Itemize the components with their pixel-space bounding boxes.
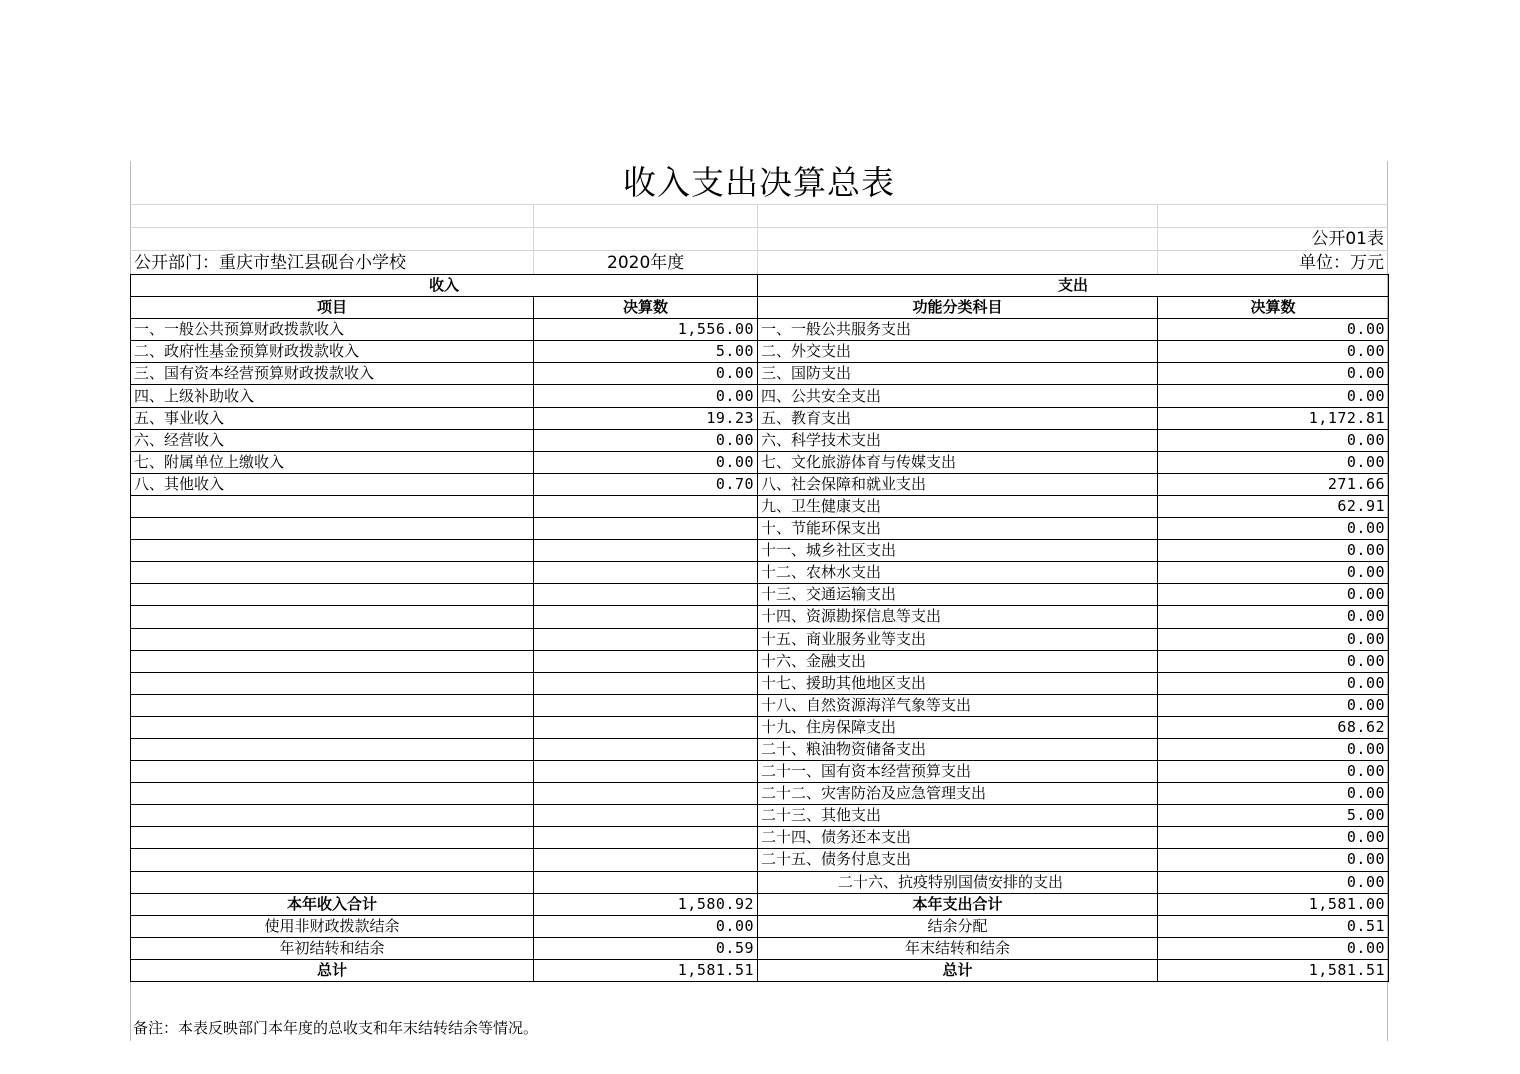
expense-item-label: 二十一、国有资本经营预算支出 (758, 761, 1158, 783)
column-header-row (131, 297, 1389, 319)
expense-item-label: 九、卫生健康支出 (758, 495, 1158, 517)
summary-row (131, 937, 1389, 959)
table-row (131, 738, 1389, 760)
income-item-label (131, 650, 534, 672)
expense-item-label: 十三、交通运输支出 (758, 584, 1158, 606)
table-row (131, 761, 1389, 783)
income-item-label (131, 518, 534, 540)
expense-item-label: 十一、城乡社区支出 (758, 540, 1158, 562)
expense-item-label: 十、节能环保支出 (758, 518, 1158, 540)
table-row (131, 827, 1389, 849)
expense-item-value: 0.00 (1158, 429, 1389, 451)
income-item-value (534, 827, 758, 849)
expense-item-label: 十五、商业服务业等支出 (758, 628, 1158, 650)
department-label: 公开部门：重庆市垫江县砚台小学校 (134, 253, 406, 273)
income-item-label: 六、经营收入 (131, 429, 534, 451)
table-row (131, 341, 1389, 363)
summary-income-label: 年初结转和结余 (131, 937, 534, 959)
summary-expense-label: 本年支出合计 (758, 893, 1158, 915)
income-item-label (131, 562, 534, 584)
summary-expense-value: 1,581.51 (1158, 959, 1389, 981)
income-item-label (131, 606, 534, 628)
summary-income-value: 1,581.51 (534, 959, 758, 981)
year-label: 2020年度 (607, 253, 685, 273)
income-item-label: 七、附属单位上缴收入 (131, 451, 534, 473)
expense-item-label: 五、教育支出 (758, 407, 1158, 429)
income-item-value (534, 783, 758, 805)
summary-income-value: 0.59 (534, 937, 758, 959)
income-item-label (131, 871, 534, 893)
expense-item-value: 0.00 (1158, 562, 1389, 584)
income-item-label (131, 805, 534, 827)
income-item-label: 三、国有资本经营预算财政拨款收入 (131, 363, 534, 385)
expense-item-label: 二十二、灾害防治及应急管理支出 (758, 783, 1158, 805)
function-category-header: 功能分类科目 (758, 297, 1158, 319)
expense-item-label: 十九、住房保障支出 (758, 716, 1158, 738)
expense-item-label: 十八、自然资源海洋气象等支出 (758, 694, 1158, 716)
item-header: 项目 (131, 297, 534, 319)
expense-item-value: 1,172.81 (1158, 407, 1389, 429)
table-row (131, 716, 1389, 738)
gridline (130, 227, 1388, 228)
expense-item-value: 0.00 (1158, 827, 1389, 849)
table-row (131, 783, 1389, 805)
expense-item-value: 0.00 (1158, 540, 1389, 562)
income-item-value: 1,556.00 (534, 319, 758, 341)
table-row (131, 871, 1389, 893)
summary-expense-label: 总计 (758, 959, 1158, 981)
expense-item-value: 0.00 (1158, 783, 1389, 805)
table-row (131, 540, 1389, 562)
table-row (131, 363, 1389, 385)
gridline (130, 250, 1388, 251)
income-item-label: 一、一般公共预算财政拨款收入 (131, 319, 534, 341)
income-item-label (131, 694, 534, 716)
income-item-value (534, 495, 758, 517)
gridline (130, 204, 1388, 205)
income-item-label (131, 584, 534, 606)
summary-expense-label: 结余分配 (758, 915, 1158, 937)
expense-item-label: 七、文化旅游体育与传媒支出 (758, 451, 1158, 473)
gridline (1157, 204, 1158, 274)
expense-item-value: 0.00 (1158, 628, 1389, 650)
expense-item-value: 0.00 (1158, 341, 1389, 363)
income-item-value (534, 694, 758, 716)
expense-item-value: 0.00 (1158, 761, 1389, 783)
table-row (131, 672, 1389, 694)
expense-item-value: 0.00 (1158, 672, 1389, 694)
expense-item-label: 二十五、债务付息支出 (758, 849, 1158, 871)
table-row (131, 429, 1389, 451)
table-row (131, 407, 1389, 429)
form-code: 公开01表 (1311, 229, 1384, 249)
table-row (131, 473, 1389, 495)
expense-item-label: 十二、农林水支出 (758, 562, 1158, 584)
summary-row (131, 893, 1389, 915)
table-row (131, 650, 1389, 672)
expense-item-value: 0.00 (1158, 451, 1389, 473)
income-section-header: 收入 (131, 275, 758, 297)
summary-income-label: 总计 (131, 959, 534, 981)
income-item-value (534, 628, 758, 650)
table-row (131, 319, 1389, 341)
expense-item-label: 十四、资源勘探信息等支出 (758, 606, 1158, 628)
unit-label: 单位：万元 (1299, 253, 1384, 273)
expense-item-value: 0.00 (1158, 738, 1389, 760)
expense-item-label: 八、社会保障和就业支出 (758, 473, 1158, 495)
income-item-label (131, 783, 534, 805)
summary-income-label: 使用非财政拨款结余 (131, 915, 534, 937)
table-row (131, 451, 1389, 473)
income-item-label (131, 540, 534, 562)
expense-section-header: 支出 (758, 275, 1389, 297)
income-item-label: 二、政府性基金预算财政拨款收入 (131, 341, 534, 363)
table-row (131, 849, 1389, 871)
expense-item-label: 十六、金融支出 (758, 650, 1158, 672)
summary-row (131, 959, 1389, 981)
expense-item-label: 二十四、债务还本支出 (758, 827, 1158, 849)
income-item-label (131, 761, 534, 783)
income-item-value (534, 518, 758, 540)
income-item-value (534, 738, 758, 760)
expense-item-label: 十七、援助其他地区支出 (758, 672, 1158, 694)
expense-item-label: 一、一般公共服务支出 (758, 319, 1158, 341)
income-item-value: 0.00 (534, 451, 758, 473)
income-item-value: 0.70 (534, 473, 758, 495)
expense-item-value: 0.00 (1158, 518, 1389, 540)
income-item-value: 0.00 (534, 363, 758, 385)
expense-item-value: 0.00 (1158, 584, 1389, 606)
summary-expense-value: 1,581.00 (1158, 893, 1389, 915)
income-item-value (534, 805, 758, 827)
income-item-value (534, 716, 758, 738)
income-item-value: 19.23 (534, 407, 758, 429)
section-header-row (131, 275, 1389, 297)
expense-item-value: 0.00 (1158, 385, 1389, 407)
income-item-label (131, 849, 534, 871)
table-row (131, 495, 1389, 517)
table-row (131, 694, 1389, 716)
expense-item-value: 68.62 (1158, 716, 1389, 738)
income-item-value (534, 871, 758, 893)
report-title: 收入支出决算总表 (623, 163, 895, 202)
income-item-label (131, 628, 534, 650)
summary-expense-value: 0.51 (1158, 915, 1389, 937)
table-row (131, 805, 1389, 827)
income-item-label (131, 738, 534, 760)
income-item-value: 0.00 (534, 385, 758, 407)
income-item-value (534, 849, 758, 871)
table-note: 备注：本表反映部门本年度的总收支和年末结转结余等情况。 (133, 1019, 539, 1037)
expense-item-value: 0.00 (1158, 650, 1389, 672)
summary-income-value: 0.00 (534, 915, 758, 937)
expense-item-label: 二十六、抗疫特别国债安排的支出 (758, 871, 1158, 893)
summary-row (131, 915, 1389, 937)
income-item-value: 5.00 (534, 341, 758, 363)
income-item-label (131, 827, 534, 849)
table-row (131, 584, 1389, 606)
income-item-label (131, 495, 534, 517)
expense-item-label: 六、科学技术支出 (758, 429, 1158, 451)
income-item-label: 八、其他收入 (131, 473, 534, 495)
income-item-label: 四、上级补助收入 (131, 385, 534, 407)
amount-header-expense: 决算数 (1158, 297, 1389, 319)
expense-item-value: 5.00 (1158, 805, 1389, 827)
expense-item-value: 0.00 (1158, 319, 1389, 341)
income-item-value (534, 584, 758, 606)
table-row (131, 385, 1389, 407)
table-row (131, 628, 1389, 650)
expense-item-value: 0.00 (1158, 363, 1389, 385)
expense-item-label: 二十三、其他支出 (758, 805, 1158, 827)
budget-table (130, 274, 1389, 982)
expense-item-label: 三、国防支出 (758, 363, 1158, 385)
income-item-value (534, 540, 758, 562)
expense-item-value: 0.00 (1158, 606, 1389, 628)
expense-item-value: 0.00 (1158, 871, 1389, 893)
income-item-value (534, 761, 758, 783)
income-item-value (534, 650, 758, 672)
summary-income-value: 1,580.92 (534, 893, 758, 915)
gridline (533, 204, 534, 274)
income-item-value (534, 562, 758, 584)
income-item-value (534, 606, 758, 628)
gridline (757, 204, 758, 274)
expense-item-label: 四、公共安全支出 (758, 385, 1158, 407)
expense-item-value: 0.00 (1158, 849, 1389, 871)
income-item-label: 五、事业收入 (131, 407, 534, 429)
income-item-value (534, 672, 758, 694)
income-item-label (131, 672, 534, 694)
expense-item-value: 0.00 (1158, 694, 1389, 716)
summary-expense-value: 0.00 (1158, 937, 1389, 959)
table-row (131, 606, 1389, 628)
summary-income-label: 本年收入合计 (131, 893, 534, 915)
amount-header: 决算数 (534, 297, 758, 319)
expense-item-label: 二十、粮油物资储备支出 (758, 738, 1158, 760)
expense-item-value: 271.66 (1158, 473, 1389, 495)
income-item-value: 0.00 (534, 429, 758, 451)
expense-item-label: 二、外交支出 (758, 341, 1158, 363)
table-row (131, 562, 1389, 584)
income-item-label (131, 716, 534, 738)
expense-item-value: 62.91 (1158, 495, 1389, 517)
table-row (131, 518, 1389, 540)
summary-expense-label: 年末结转和结余 (758, 937, 1158, 959)
